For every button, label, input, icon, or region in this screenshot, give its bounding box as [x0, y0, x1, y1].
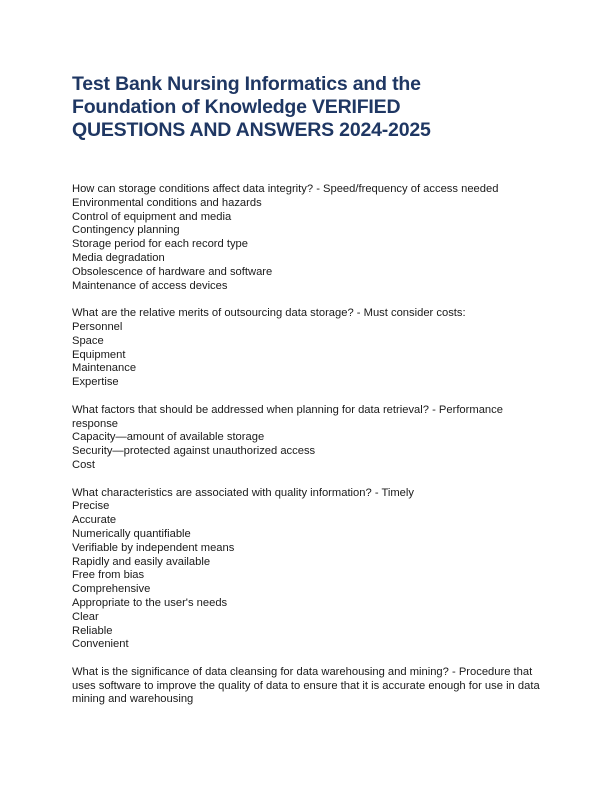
qa-answer-line: Free from bias [72, 569, 145, 582]
qa-answer-line: Verifiable by independent means [72, 541, 235, 554]
qa-answer-line: Clear [72, 610, 99, 623]
qa-answer-line: Cost [72, 458, 96, 471]
qa-question: What are the relative merits of outsourcing data storage? - Must consider costs: [72, 307, 466, 320]
qa-question: What is the significance of data cleansing for data warehousing and mining? - Procedure that uses software to improve the quality of data to ensure that it is accurate enough for use in data mining and warehousing [72, 665, 540, 706]
qa-answer-line: Obsolescence of hardware and software [72, 265, 273, 278]
qa-answer-line: Convenient [72, 638, 129, 651]
title-line: QUESTIONS AND ANSWERS 2024-2025 [72, 119, 431, 141]
qa-answer-line: Contingency planning [72, 224, 180, 237]
title-line: Test Bank Nursing Informatics and the [72, 73, 421, 95]
qa-answer-line: Storage period for each record type [72, 238, 248, 251]
qa-answer-line: Capacity—amount of available storage [72, 431, 265, 444]
qa-answer-line: Space [72, 334, 104, 347]
qa-answer-line: Reliable [72, 624, 113, 637]
qa-question: What factors that should be addressed when planning for data retrieval? - Performance response [72, 403, 503, 430]
qa-answer-line: Precise [72, 500, 110, 513]
document-body [72, 183, 542, 721]
qa-answer-line: Equipment [72, 348, 126, 361]
qa-answer-line: Appropriate to the user's needs [72, 596, 228, 609]
qa-block [72, 487, 542, 653]
qa-question: What characteristics are associated with quality information? - Timely [72, 486, 414, 499]
qa-block [72, 404, 542, 473]
qa-answer-line: Environmental conditions and hazards [72, 196, 262, 209]
qa-question: How can storage conditions affect data integrity? - Speed/frequency of access needed [72, 183, 499, 195]
qa-answer-line: Rapidly and easily available [72, 555, 211, 568]
qa-answer-line: Media degradation [72, 251, 165, 264]
qa-answer-line: Numerically quantifiable [72, 527, 191, 540]
qa-block [72, 666, 542, 707]
qa-answer-line: Security—protected against unauthorized access [72, 445, 316, 458]
qa-answer-line: Maintenance [72, 362, 137, 375]
qa-answer-line: Accurate [72, 514, 117, 527]
qa-answer-line: Expertise [72, 376, 119, 389]
qa-answer-line: Personnel [72, 320, 123, 333]
qa-block [72, 183, 542, 293]
title-line: Foundation of Knowledge VERIFIED [72, 96, 401, 118]
qa-answer-line: Control of equipment and media [72, 210, 232, 223]
qa-block [72, 307, 542, 390]
qa-answer-line: Maintenance of access devices [72, 279, 228, 292]
document-title [72, 73, 552, 142]
qa-answer-line: Comprehensive [72, 583, 151, 596]
